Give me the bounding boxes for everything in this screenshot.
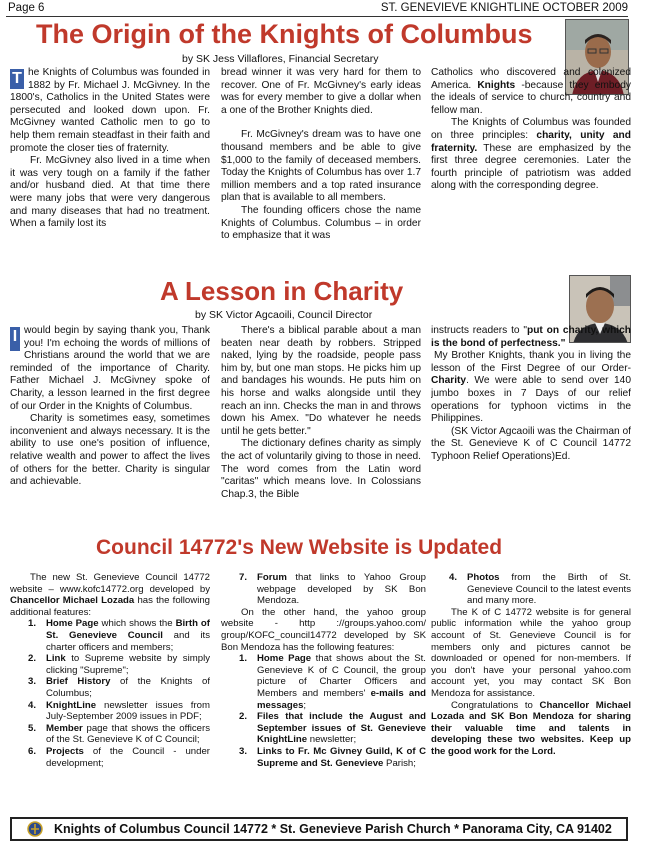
bold-span: Forum <box>257 572 287 583</box>
text-span: which shows the <box>98 618 176 630</box>
text-span: . We were able to send over 140 jumbo boxes in 7 Days of our relief operations for typhoon victims in the Philippines. <box>431 375 631 425</box>
dropcap-t: T <box>10 69 24 89</box>
text-span: My Brother Knights, thank you in living the lesson of the First Degree of our Order- <box>431 350 631 374</box>
article2-col1 <box>10 325 210 525</box>
list-item <box>239 572 426 607</box>
text-span: Catholics who discovered and colonized America. <box>431 67 631 91</box>
article2-title: A Lesson in Charity <box>160 276 404 306</box>
item-number: 1. <box>239 653 248 665</box>
article2-col3-p3: (SK Victor Agcaoili was the Chairman of the St. Genevieve K of C Council 14772 Typhoon Relief Operations)Ed. <box>431 425 631 462</box>
article2-col2 <box>221 325 421 525</box>
masthead: ST. GENEVIEVE KNIGHTLINE OCTOBER 2009 <box>380 2 628 14</box>
page-number: Page 6 <box>8 2 45 14</box>
bold-span: Link <box>46 653 66 665</box>
text-span: newsletter; <box>307 734 357 746</box>
article1-title: The Origin of the Knights of Columbus <box>36 19 533 49</box>
article1-col3 <box>431 67 631 267</box>
text-span: The new St. Genevieve Council 14772 website – www.kofc14772.org developed by <box>10 572 210 595</box>
text-span: to Supreme website by simply clicking "Supreme"; <box>46 653 210 676</box>
article2-col3-p1 <box>431 325 631 350</box>
text-span: ; <box>303 699 307 711</box>
item-number: 4. <box>449 572 458 583</box>
bold-span: Projects <box>46 745 84 757</box>
text-span: These are emphasized by the first three degree ceremonies. Later the fourth principle of patriotism was added along with the corresponding degree. <box>431 142 631 192</box>
article2-col1-p2: Charity is sometimes easy, sometimes inconvenient and always necessary. It is the ability to use one's position of influence, relative wealth and power to affect the lives of others for the better. Charity is singular and achievable. <box>10 413 210 488</box>
item-number: 6. <box>28 745 37 757</box>
text-span: from the Birth of St. Genevieve Council to the latest events and many more. <box>467 572 631 607</box>
list-item <box>239 711 426 746</box>
item-number: 1. <box>28 618 37 630</box>
bold-span: Brief History <box>46 676 111 688</box>
article3-col2-para: On the other hand, the yahoo group website - http ://groups.yahoo.com/ group/KOFC_council14772 developed by SK Bon Mendoza has the following features: <box>221 606 426 653</box>
text-span: -because they embody the ideals of service to church, country and fellow man. <box>431 79 631 116</box>
article2-byline: by SK Victor Agcaoili, Council Director <box>195 309 373 321</box>
list-item <box>28 676 210 699</box>
text-span: newsletter issues from July-September 2009 issues in PDF; <box>46 699 210 723</box>
website-features-list <box>28 618 210 769</box>
bold-span: Charity <box>431 375 467 387</box>
bold-span: Files that include the August and September issues of St. Genevieve KnightLine <box>257 711 426 746</box>
text-span: Parish; <box>383 757 416 769</box>
article3-title: Council 14772's New Website is Updated <box>96 536 503 559</box>
text-span: The Knights of Columbus was founded on three principles: <box>431 117 631 141</box>
item-number: 3. <box>239 745 248 757</box>
bold-span: Knights <box>477 79 516 91</box>
photos-item-list <box>449 572 631 607</box>
article1-col3-p2 <box>431 117 631 193</box>
item-number: 3. <box>28 676 37 688</box>
text-span: has the following additional features: <box>10 595 210 618</box>
footer-box <box>10 817 628 841</box>
article1-col2 <box>221 67 421 267</box>
article3-intro <box>10 572 210 618</box>
article2-col1-p1: would begin by saying thank you, Thank you! I'm echoing the words of millions of Christians around the world that we are reminded of the importance of Charity. Father Michael J. McGivney spoke of Charity, a lesson learned in the first degree of our Order in the Knights of Columbus. <box>10 325 210 412</box>
article2-col3 <box>431 325 631 525</box>
article3-col1 <box>10 572 210 812</box>
article1-col2-p1: bread winner it was very hard for them to recover. One of Fr. McGivney's early ideas was for every member to give a dollar when a one of the Brother Knights died. <box>221 67 421 116</box>
bold-span: e-mails and messages <box>257 687 426 711</box>
bold-span: Home Page <box>46 618 99 630</box>
article1-col2-p3: The founding officers chose the name Knights of Columbus. Columbus – in order to emphasize that it was <box>221 204 421 242</box>
article3-col3 <box>431 572 631 812</box>
article1-col3-p1 <box>431 67 631 117</box>
article1-col1 <box>10 67 210 267</box>
text-span: of the Council - under development; <box>46 745 210 769</box>
yahoo-features-list <box>239 653 426 769</box>
bold-span: Home Page <box>257 653 312 665</box>
text-span: that shows about the St. Genevieve K of C Council, the group picture of Charter Officers and Members and members' <box>257 653 426 699</box>
item-number: 2. <box>239 711 248 723</box>
item-number: 2. <box>28 653 37 665</box>
dropcap-i: I <box>10 327 20 351</box>
bold-span: Member <box>46 722 83 734</box>
list-item <box>28 618 210 653</box>
list-item <box>239 746 426 769</box>
article1-col1-p1: he Knights of Columbus was founded in 1882 by Fr. Michael J. McGivney. In the 1800's, Catholics in the United States were persecuted and looked down upon. Fr. McGivney wanted Catholic men to go to help them remain steadfast in their faith and promote the closer ties of fraternity. <box>10 67 210 154</box>
text-span: of the Knights of Columbus; <box>46 676 210 699</box>
bold-span: Links to Fr. Mc Givney Guild, K of C Supreme and St. Genevieve <box>257 745 426 769</box>
header-rule <box>6 16 628 17</box>
article1-col2-p2: Fr. McGivney's dream was to have one thousand members and be able to give $1,000 to the family of deceased members. Today the Knights of Columbus has over 1.7 million members and a top rated insurance plan that is available to all members. <box>221 129 421 204</box>
bold-span: " <box>560 337 566 349</box>
kofc-emblem-icon <box>26 821 44 837</box>
bold-span: charity, unity and fraternity. <box>431 129 631 154</box>
item-number: 7. <box>239 572 248 583</box>
bold-span: Chancellor Michael Lozada <box>10 595 135 607</box>
list-item <box>239 653 426 711</box>
text-span: that links to Yahoo Group webpage developed by SK Bon Mendoza. <box>257 572 426 607</box>
footer-text: Knights of Columbus Council 14772 * St. Genevieve Parish Church * Panorama City, CA 91402 <box>54 822 612 836</box>
article2-col3-p2 <box>431 350 631 426</box>
bold-span: Chancellor Michael Lozada and SK Bon Mendoza for sharing their valuable time and talents in developing these two websites. Keep up the good work for the Lord. <box>431 699 631 757</box>
text-span: and its charter officers and members; <box>46 629 210 653</box>
item-number: 4. <box>28 699 37 711</box>
text-span: Congratulations to <box>451 699 533 711</box>
article3-col2 <box>221 572 426 812</box>
bold-span: KnightLine <box>46 699 97 711</box>
article1-col1-p2: Fr. McGivney also lived in a time when it was very tough on a family if the father and/or husband died. At that time there were many jobs that were very dangerous and many diseases that had no treatment. When a family lost its <box>10 155 210 230</box>
list-item <box>28 723 210 746</box>
list-item <box>28 653 210 676</box>
bold-span: Birth of St. Genevieve Council <box>46 618 210 641</box>
list-item <box>449 572 631 607</box>
article1-byline: by SK Jess Villaflores, Financial Secretary <box>182 53 379 65</box>
bold-span: put on charity, which is the bond of perfectness. <box>431 325 631 349</box>
forum-item-list <box>239 572 426 607</box>
list-item <box>28 746 210 769</box>
article2-col2-p2: The dictionary defines charity as simply the act of voluntarily giving to those in need. The word comes from the Latin word "caritas" which means love. In Colossians Chap.3, the Bible <box>221 438 421 500</box>
article3-col3-para1: The K of C 14772 website is for general public information while the yahoo group account of St. Genevieve Council is for members only and pictures cannot be downloaded or opened for non-members. If you don't have your personal yahoo.com account yet, you may contact SK Bon Mendoza for assistance. <box>431 606 631 699</box>
bold-span: Photos <box>467 572 500 583</box>
list-item <box>28 700 210 723</box>
text-span: page that shows the officers of the St. Genevieve K of C Council; <box>46 722 210 746</box>
text-span: instructs readers to " <box>431 325 527 336</box>
article3-col3-para2 <box>431 700 631 758</box>
item-number: 5. <box>28 722 37 734</box>
article2-col2-p1: There's a biblical parable about a man beaten near death by robbers. Stripped naked, lying by the roadside, people pass him by, but one man stops. He picks him up and bandages his wounds. He puts him on his horse and walks alongside until they reach an inn. Checks the man in and throws down his Amex. "Do whatever he needs until he gets better." <box>221 325 421 437</box>
